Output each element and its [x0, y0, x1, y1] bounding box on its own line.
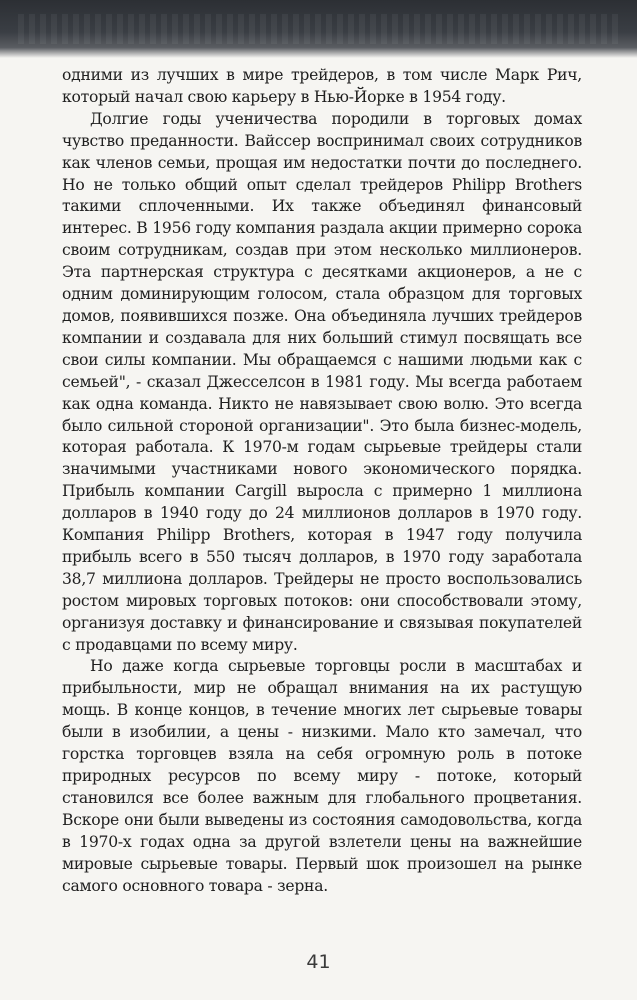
paragraph-2: Долгие годы ученичества породили в торговых домах чувство преданности. Вайссер воспринимал своих сотрудников как членов семьи, прощая им недостатки почти до последнего. Но не только общий опыт сделал трейдеров Philipp Brothers такими сплоченными. Их также объединял финансовый интерес. В 1956 году компания раздала акции примерно сорока своим сотрудникам, создав при этом несколько миллионеров. Эта партнерская структура с десятками акционеров, а не с одним доминирующим голосом, стала образцом для торговых домов, появившихся позже. Она объединяла лучших трейдеров компании и создавала для них больший стимул посвящать все свои силы компании. Мы обращаемся с нашими людьми как с семьей", - сказал Джесселсон в 1981 году. Мы всегда работаем как одна команда. Никто не навязывает свою волю. Это всегда было сильной стороной организации". Это была бизнес-модель, которая работала. К 1970-м годам сырьевые трейдеры стали значимыми участниками нового экономического порядка. Прибыль компании Cargill выросла с примерно 1 миллиона долларов в 1940 году до 24 миллионов долларов в 1970 году. Компания Philipp Brothers, которая в 1947 году получила прибыль всего в 550 тысяч долларов, в 1970 году заработала 38,7 миллиона долларов. Трейдеры не просто воспользовались ростом мировых торговых потоков: они способствовали этому, организуя доставку и финансирование и связывая покупателей с продавцами по всему миру.: [62, 109, 582, 654]
page-number: 41: [306, 951, 331, 973]
paragraph-3: Но даже когда сырьевые торговцы росли в масштабах и прибыльности, мир не обращал внимания на их растущую мощь. В конце концов, в течение многих лет сырьевые товары были в изобилии, а цены - низкими. Мало кто замечал, что горстка торговцев взяла на себя огромную роль в потоке природных ресурсов по всему миру - потоке, который становился все более важным для глобального процветания. Вскоре они были выведены из состояния самодовольства, когда в 1970-х годах одна за другой взлетели цены на важнейшие мировые сырьевые товары. Первый шок произошел на рынке самого основного товара - зерна.: [62, 657, 582, 895]
paragraph-1: одними из лучших в мире трейдеров, в том числе Марк Рич, который начал свою карьеру в Нью-Йорке в 1954 году.: [62, 66, 582, 106]
body-text: [62, 65, 582, 897]
previous-page-bleed: [0, 0, 637, 58]
